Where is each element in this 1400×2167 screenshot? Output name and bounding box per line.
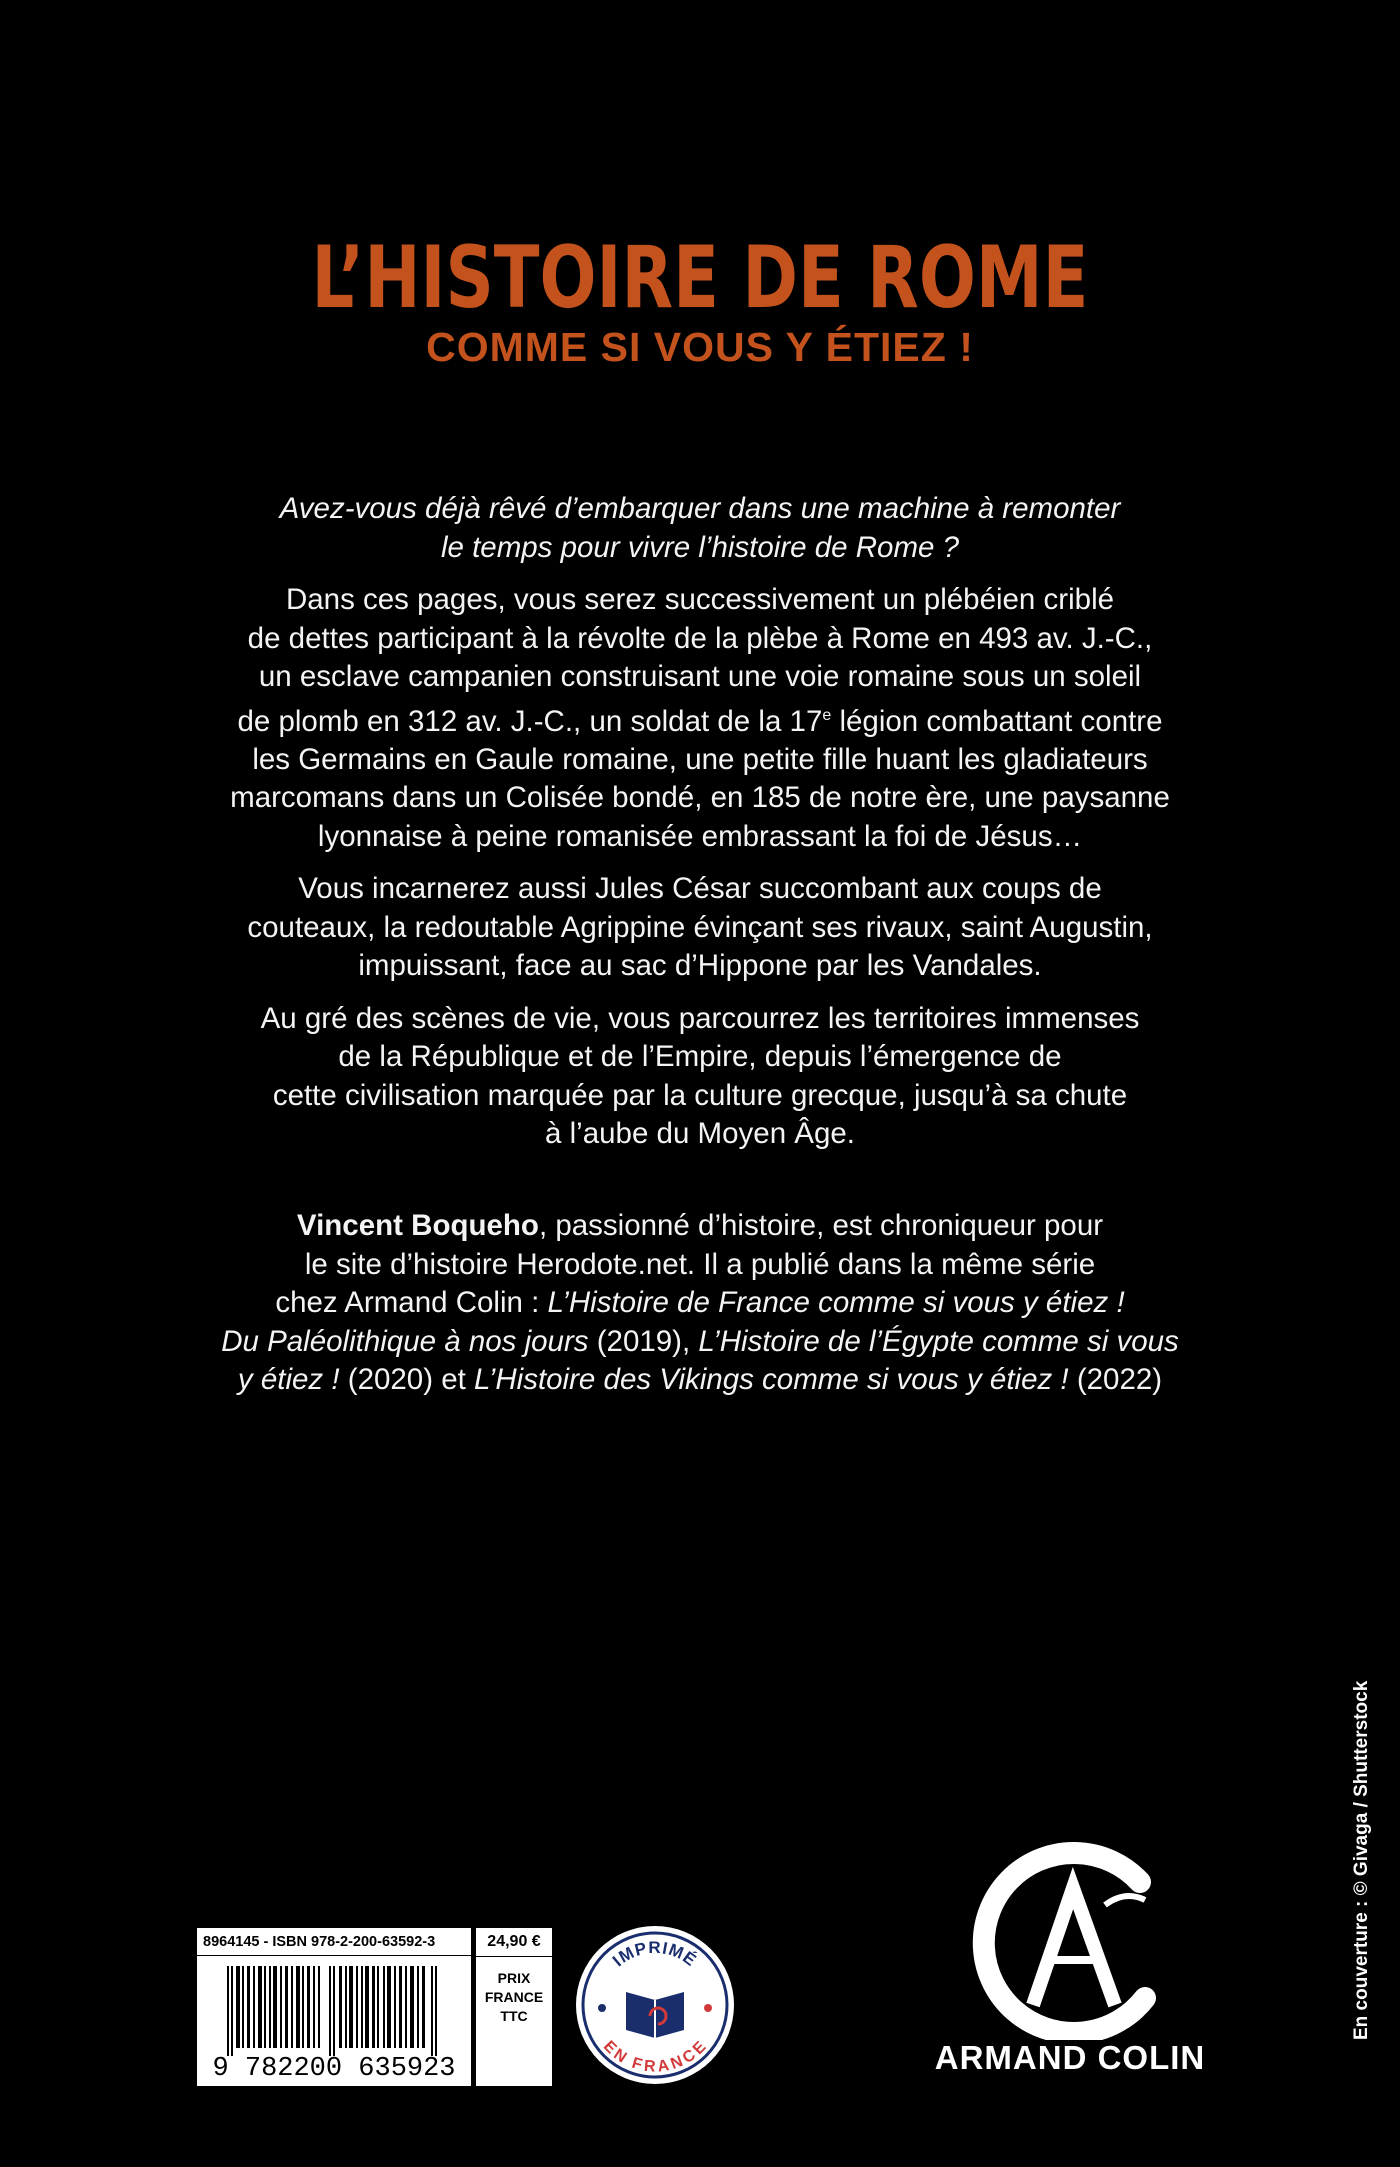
author-line (120, 1361, 1280, 1400)
blurb-line: les Germains en Gaule romaine, une petite fille huant les gladiateurs (252, 742, 1148, 776)
author-line: le site d’histoire Herodote.net. Il a publié dans la même série (304, 1247, 1096, 1281)
author-bio (120, 1207, 1280, 1400)
cover-credit: En couverture : © Givaga / Shutterstock (1351, 1680, 1372, 2040)
blurb-line: couteaux, la redoutable Agrippine évinçant ses rivaux, saint Augustin, (247, 910, 1153, 944)
imprime-en-france-badge (576, 1926, 734, 2084)
author-text: chez Armand Colin : (275, 1286, 548, 1319)
blurb-line (150, 697, 1250, 741)
price-label (476, 1969, 552, 2026)
blurb-intro-line: Avez-vous déjà rêvé d’embarquer dans une machine à remonter (279, 492, 1121, 525)
author-text: (2020) et (339, 1363, 475, 1396)
blurb-intro-line: le temps pour vivre l’histoire de Rome ? (440, 530, 960, 564)
blurb-line: Au gré des scènes de vie, vous parcourrez les territoires immenses (260, 1001, 1140, 1035)
blurb-line: de dettes participant à la révolte de la plèbe à Rome en 493 av. J.-C., (247, 621, 1153, 655)
blurb (150, 490, 1250, 1168)
author-text: (2019), (588, 1324, 699, 1358)
author-line (120, 1323, 1280, 1362)
blurb-text: légion combattant contre (831, 704, 1163, 738)
price-box (476, 1928, 552, 2086)
book-subtitle: COMME SI VOUS Y ÉTIEZ ! (426, 324, 974, 370)
blurb-paragraph-3 (150, 1000, 1250, 1154)
book-title: L’HISTOIRE DE ROME (311, 228, 1089, 328)
price-label-line: PRIX (497, 1970, 531, 1986)
blurb-line: à l’aube du Moyen Âge. (545, 1117, 855, 1151)
blurb-line: un esclave campanien construisant une voie romaine sous un soleil (258, 660, 1142, 693)
price-amount: 24,90 € (476, 1928, 552, 1957)
price-label-line: TTC (500, 2008, 528, 2024)
blurb-line: Dans ces pages, vous serez successivement un plébéien criblé (285, 583, 1115, 616)
badge-top-text: IMPRIMÉ (609, 1938, 701, 1971)
blurb-paragraph-1 (150, 581, 1250, 856)
author-text: (2022) (1068, 1363, 1163, 1396)
blurb-line: lyonnaise à peine romanisée embrassant la foi de Jésus… (317, 819, 1083, 853)
barcode-bars (227, 1966, 441, 2056)
publisher-name: ARMAND COLIN (934, 2039, 1206, 2076)
price-label-line: FRANCE (484, 1989, 544, 2005)
isbn-text: 8964145 - ISBN 978-2-200-63592-3 (197, 1928, 471, 1956)
book-reference: y étiez ! (237, 1363, 340, 1396)
blurb-paragraph-2 (150, 870, 1250, 986)
badge-graphic (576, 1926, 734, 2084)
blurb-intro (150, 490, 1250, 567)
barcode-digits: 9 782200 635923 (212, 2054, 456, 2084)
book-reference: L’Histoire de l’Égypte comme si vous (698, 1324, 1179, 1358)
blurb-text: de plomb en 312 av. J.-C., un soldat de la 17 (237, 704, 823, 738)
book-reference: L’Histoire des Vikings comme si vous y étiez ! (474, 1363, 1069, 1396)
blurb-line: marcomans dans un Colisée bondé, en 185 de notre ère, une paysanne (230, 781, 1170, 815)
author-line (120, 1207, 1280, 1246)
author-name: Vincent Boqueho (296, 1209, 539, 1242)
blurb-line: de la République et de l’Empire, depuis l’émergence de (338, 1040, 1062, 1074)
book-reference: Du Paléolithique à nos jours (221, 1324, 589, 1358)
badge-bottom-text: EN FRANCE (599, 2037, 711, 2076)
armand-colin-logo (955, 1840, 1185, 2040)
isbn-barcode (197, 1928, 471, 2086)
blurb-line: impuissant, face au sac d’Hippone par les Vandales. (358, 949, 1042, 983)
blurb-line: Vous incarnerez aussi Jules César succombant aux coups de (298, 872, 1102, 906)
author-text: , passionné d’histoire, est chroniqueur pour (538, 1209, 1104, 1242)
blurb-line: cette civilisation marquée par la culture grecque, jusqu’à sa chute (272, 1078, 1128, 1112)
ordinal-superscript: e (822, 706, 832, 724)
author-line (120, 1284, 1280, 1323)
book-reference: L’Histoire de France comme si vous y étiez ! (547, 1286, 1125, 1319)
